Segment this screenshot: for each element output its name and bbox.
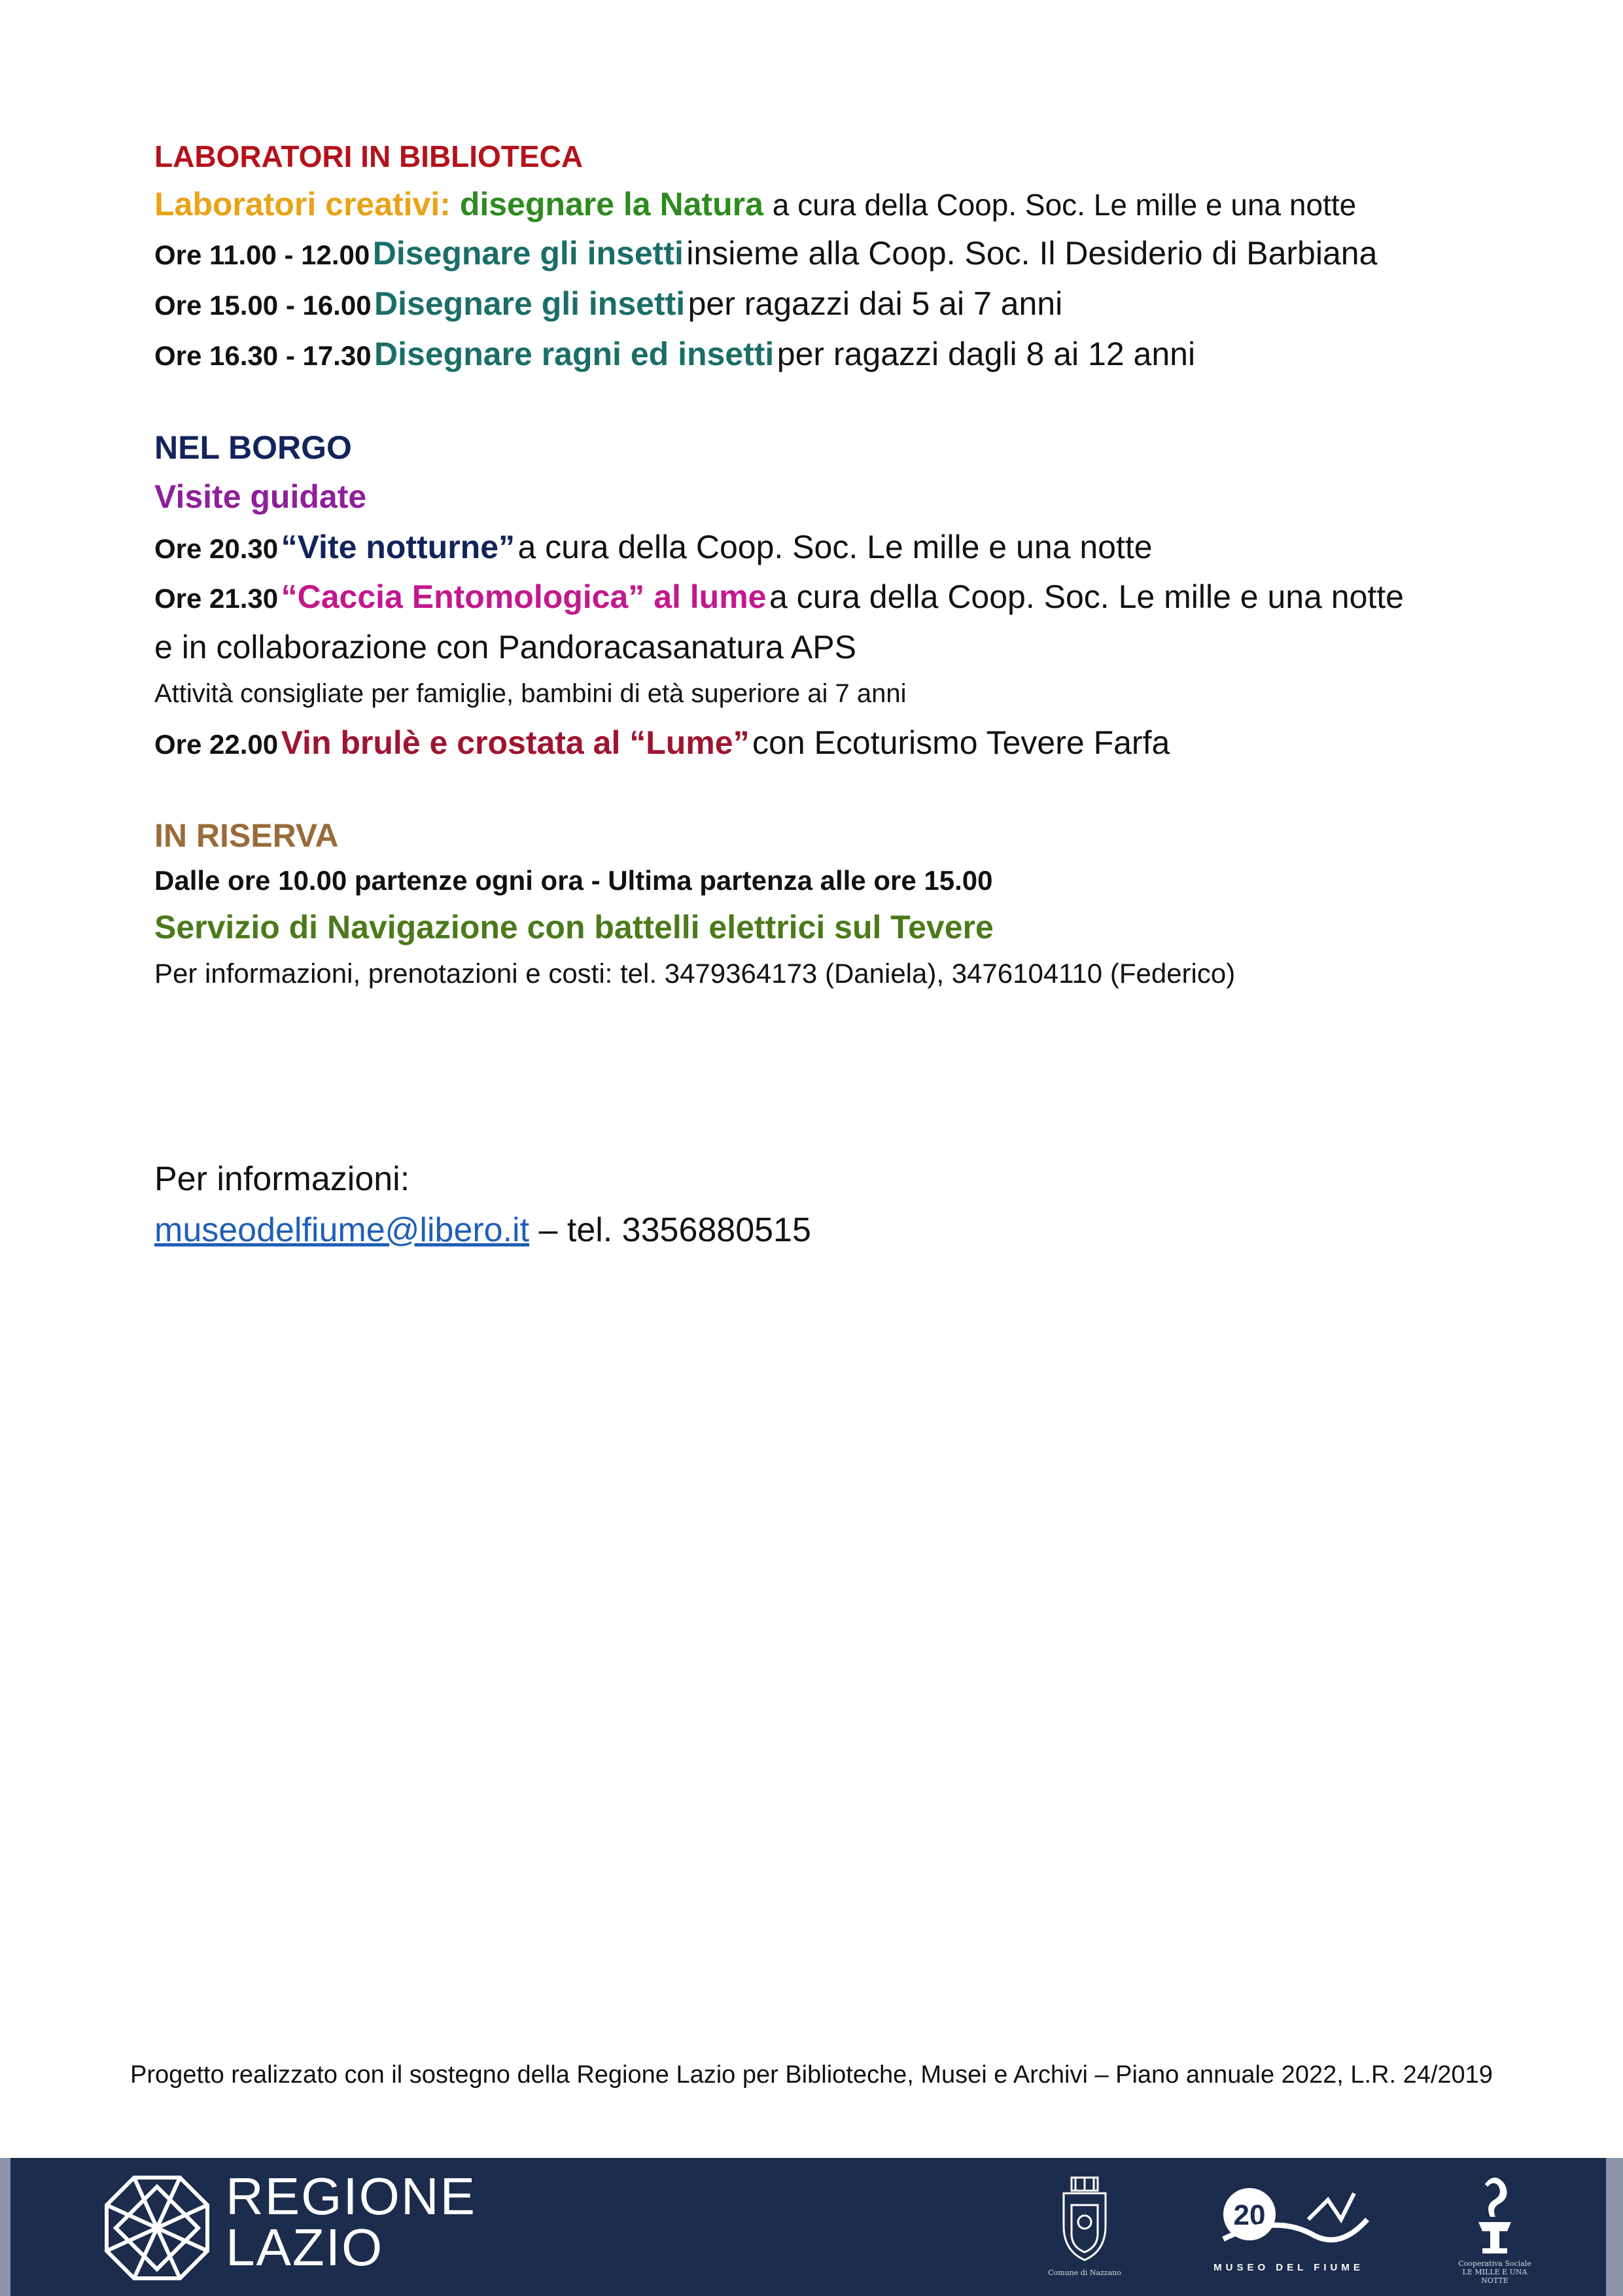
row-time: Ore 21.30 — [154, 583, 279, 614]
info-contact — [154, 1210, 811, 1250]
regione-lazio-wordmark — [226, 2167, 476, 2276]
row-title: Disegnare gli insetti — [374, 285, 686, 322]
regione-word: REGIONE — [226, 2167, 476, 2225]
riserva-schedule: Dalle ore 10.00 partenze ogni ora - Ultima partenza alle ore 15.00 — [154, 865, 993, 896]
museo-20-anni-icon — [1197, 2174, 1380, 2259]
borgo-row — [154, 724, 1170, 762]
laboratori-intro — [154, 185, 1356, 223]
borgo-row — [154, 528, 1153, 566]
comune-logo — [1041, 2174, 1128, 2277]
museo-number: 20 — [1233, 2199, 1266, 2231]
row-rest: a cura della Coop. Soc. Le mille e una notte — [517, 529, 1153, 565]
museo-caption: MUSEO DEL FIUME — [1213, 2262, 1364, 2273]
laboratori-row — [154, 335, 1195, 373]
row-title: Vin brulè e crostata al “Lume” — [281, 724, 750, 761]
row-title: “Vite notturne” — [281, 529, 515, 565]
coop-lamp-icon — [1465, 2171, 1524, 2256]
row-time: Ore 20.30 — [154, 533, 279, 564]
intro-label: Laboratori creativi: — [154, 186, 451, 222]
row-title: Disegnare gli insetti — [372, 235, 684, 272]
coop-caption: Cooperativa Sociale — [1458, 2259, 1531, 2268]
row-title: “Caccia Entomologica” al lume — [281, 578, 767, 615]
intro-title: disegnare la Natura — [459, 186, 763, 222]
coop-logo — [1452, 2171, 1537, 2285]
email-link[interactable]: museodelfiume@libero.it — [154, 1211, 530, 1249]
info-phone: – tel. 3356880515 — [538, 1211, 811, 1249]
subheading-visite: Visite guidate — [154, 478, 367, 515]
row-rest: per ragazzi dai 5 ai 7 anni — [688, 285, 1063, 322]
riserva-contacts: Per informazioni, prenotazioni e costi: tel. 3479364173 (Daniela), 3476104110 (Federico) — [154, 958, 1236, 989]
section-heading-laboratori: LABORATORI IN BIBLIOTECA — [154, 139, 584, 173]
section-heading-borgo: NEL BORGO — [154, 429, 352, 466]
band-edge-right — [1606, 2158, 1623, 2296]
riserva-service: Servizio di Navigazione con battelli elettrici sul Tevere — [154, 909, 994, 945]
coop-caption-name: LE MILLE E UNA NOTTE — [1462, 2268, 1527, 2285]
laboratori-row — [154, 285, 1062, 323]
row-time: Ore 15.00 - 16.00 — [154, 290, 372, 321]
row-rest: a cura della Coop. Soc. Le mille e una notte — [769, 578, 1404, 615]
regione-lazio-emblem-icon — [101, 2172, 213, 2284]
lazio-word: LAZIO — [226, 2218, 384, 2276]
row-time: Ore 16.30 - 17.30 — [154, 340, 372, 371]
footer-sponsor-note: Progetto realizzato con il sostegno della Regione Lazio per Biblioteche, Musei e Archivi – Piano annuale 2022, L.R. 24/2019 — [130, 2061, 1493, 2089]
row-time: Ore 22.00 — [154, 729, 279, 760]
laboratori-row — [154, 234, 1377, 272]
comune-crest-icon — [1052, 2174, 1117, 2265]
comune-caption: Comune di Nazzano — [1048, 2269, 1121, 2277]
row-title: Disegnare ragni ed insetti — [374, 336, 775, 372]
info-label: Per informazioni: — [154, 1160, 410, 1198]
borgo-note: Attività consigliate per famiglie, bambini di età superiore ai 7 anni — [154, 679, 907, 708]
section-heading-riserva: IN RISERVA — [154, 817, 339, 854]
museo-logo — [1197, 2174, 1380, 2273]
row-rest: per ragazzi dagli 8 ai 12 anni — [777, 336, 1196, 372]
borgo-row — [154, 578, 1404, 616]
band-edge-left — [0, 2158, 10, 2296]
row-time: Ore 11.00 - 12.00 — [154, 239, 370, 270]
borgo-row-continuation: e in collaborazione con Pandoracasanatura APS — [154, 629, 856, 665]
row-rest: con Ecoturismo Tevere Farfa — [752, 724, 1170, 761]
intro-rest: a cura della Coop. Soc. Le mille e una notte — [772, 188, 1357, 222]
row-rest: insieme alla Coop. Soc. Il Desiderio di Barbiana — [686, 235, 1378, 272]
